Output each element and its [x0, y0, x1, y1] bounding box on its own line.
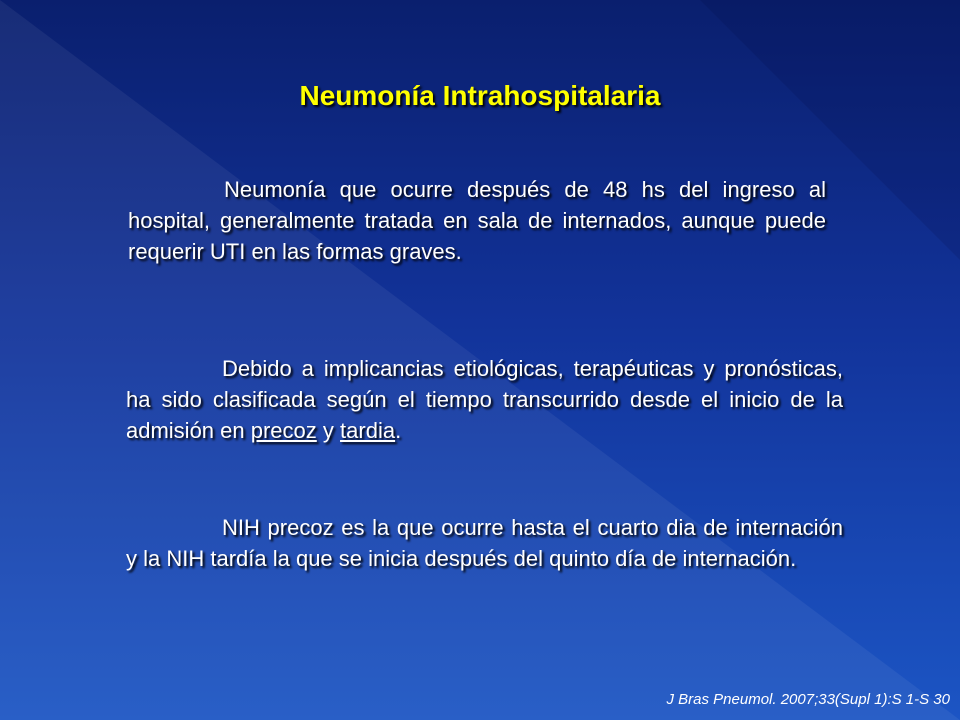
- paragraph-classification: [126, 353, 843, 446]
- paragraph-classification-connector: y: [316, 418, 341, 443]
- paragraph-classification-text: Debido a implicancias etiológicas, terapéuticas y pronósticas, ha sido clasificada según el tiempo transcurrido desde el inicio de la admisión en: [126, 356, 843, 443]
- citation: J Bras Pneumol. 2007;33(Supl 1):S 1-S 30: [666, 691, 950, 708]
- term-precoz: precoz: [250, 418, 317, 443]
- paragraph-definition: Neumonía que ocurre después de 48 hs del ingreso al hospital, generalmente tratada en sala de internados, aunque puede requerir UTI en las formas graves.: [128, 177, 826, 264]
- paragraph-classification-end: .: [395, 418, 402, 443]
- paragraph-nih-timing: NIH precoz es la que ocurre hasta el cuarto dia de internación y la NIH tardía la que se inicia después del quinto día de internación.: [126, 515, 843, 571]
- term-tardia: tardia: [340, 418, 396, 443]
- slide-title: Neumonía Intrahospitalaria: [299, 80, 661, 111]
